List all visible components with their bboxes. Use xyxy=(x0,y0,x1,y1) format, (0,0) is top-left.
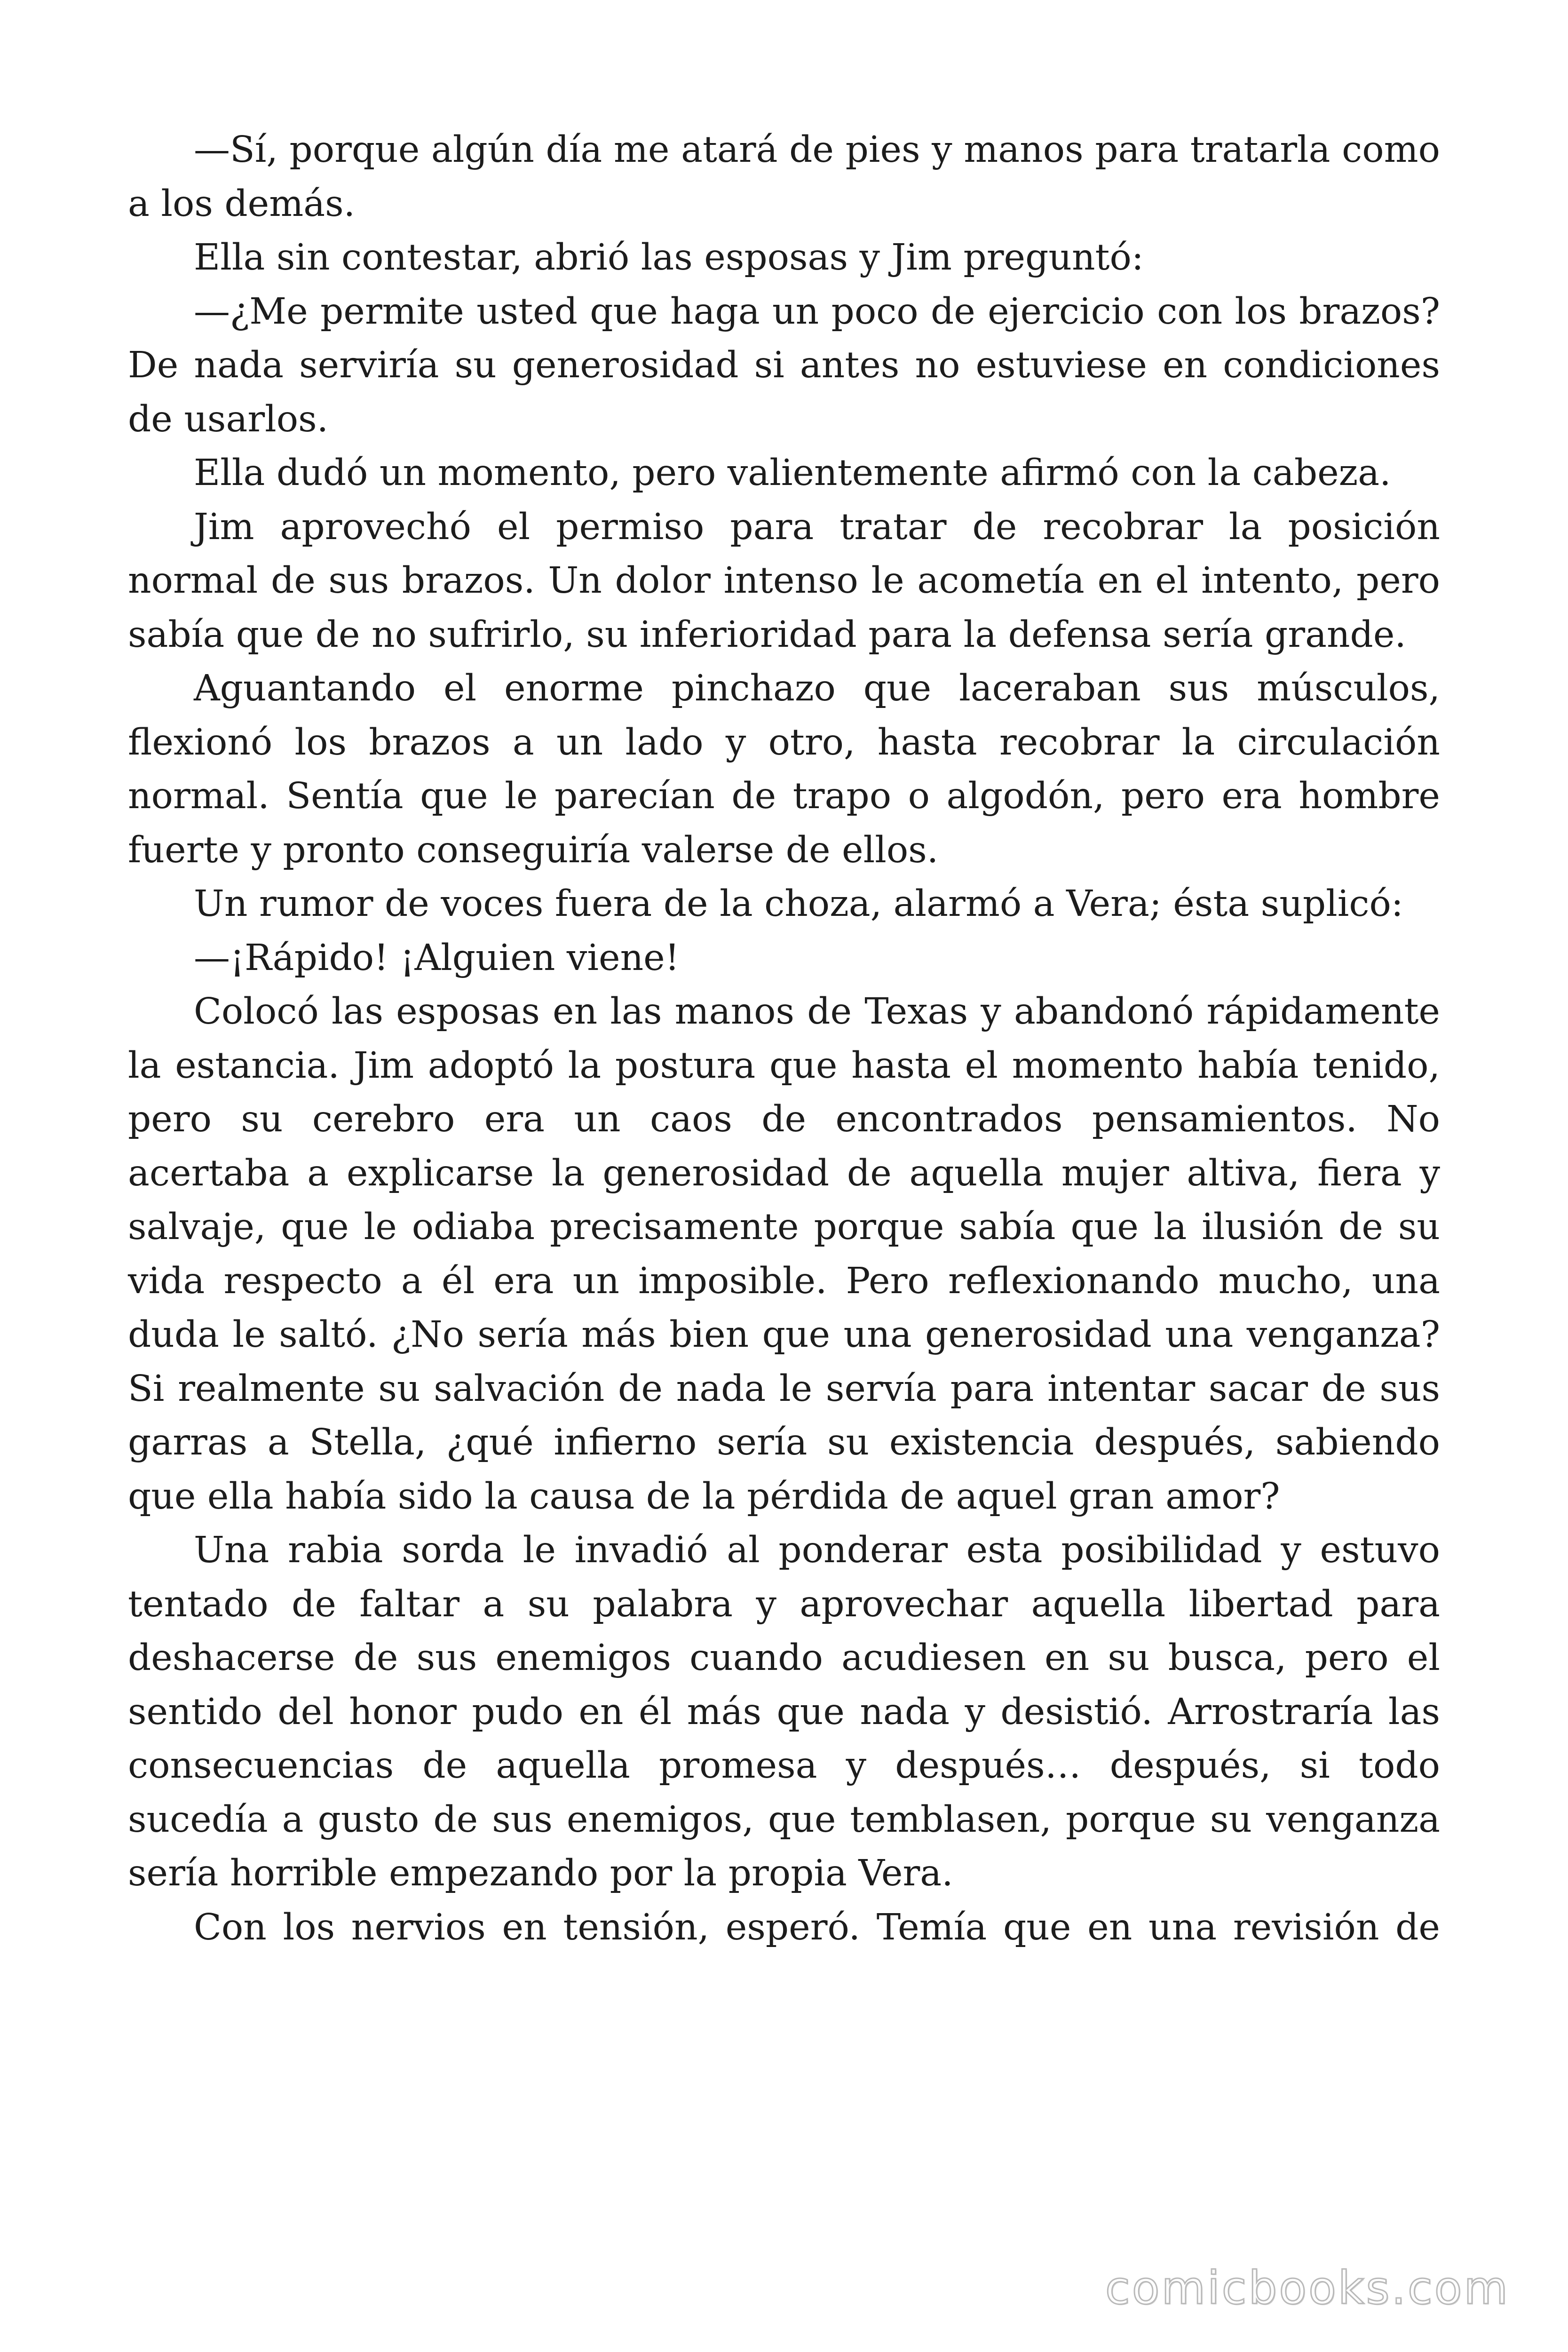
paragraph: Ella dudó un momento, pero valientemente afirmó con la cabeza. xyxy=(194,452,1391,494)
paragraph: Una rabia sorda le invadió al ponderar esta posibilidad y estuvo tentado de faltar a su palabra y aprovechar aquella libertad para deshacerse de sus enemigos cuando acudiesen en su busca, pero el sentido del honor pudo en él más que nada y desistió. Arrostraría las consecuencias de aquella promesa y después… después, si todo sucedía a gusto de sus enemigos, que temblasen, porque su venganza sería horrible empezando por la propia Vera. xyxy=(128,1529,1440,1894)
paragraph-continues: Con los nervios en tensión, esperó. Temía que en una revisión de xyxy=(194,1906,1440,1948)
paragraph: Colocó las esposas en las manos de Texas y abandonó rápidamente la estancia. Jim adoptó la postura que hasta el momento había tenido, pero su cerebro era un caos de encontrados pensamientos. No acertaba a explicarse la generosidad de aquella mujer altiva, fiera y salvaje, que le odiaba precisamente porque sabía que la ilusión de su vida respecto a él era un imposible. Pero reflexionando mucho, una duda le saltó. ¿No sería más bien que una generosidad una venganza? Si realmente su salvación de nada le servía para intentar sacar de sus garras a Stella, ¿qué infierno sería su existencia después, sabiendo que ella había sido la causa de la pérdida de aquel gran amor? xyxy=(128,991,1440,1518)
paragraph: Ella sin contestar, abrió las esposas y Jim preguntó: xyxy=(194,237,1144,278)
paragraph: Aguantando el enorme pinchazo que laceraban sus músculos, flexionó los brazos a un lado y otro, hasta recobrar la circulación normal. Sentía que le parecían de trapo o algodón, pero era hombre fuerte y pronto conseguiría valerse de ellos. xyxy=(128,667,1440,871)
paragraph: —Sí, porque algún día me atará de pies y manos para tratarla como a los demás. xyxy=(128,129,1440,225)
paragraph: Jim aprovechó el permiso para tratar de recobrar la posición normal de sus brazos. Un dolor intenso le acometía en el intento, pero sabía que de no sufrirlo, su inferioridad para la defensa sería grande. xyxy=(128,506,1440,656)
paragraph: —¡Rápido! ¡Alguien viene! xyxy=(194,937,680,979)
paragraph: Un rumor de voces fuera de la choza, alarmó a Vera; ésta suplicó: xyxy=(194,883,1403,925)
watermark-text: comicbooks.com xyxy=(1105,2262,1510,2314)
page-body xyxy=(128,123,1440,1955)
paragraph: —¿Me permite usted que haga un poco de ejercicio con los brazos? De nada serviría su generosidad si antes no estuviese en condiciones de usarlos. xyxy=(128,290,1440,440)
